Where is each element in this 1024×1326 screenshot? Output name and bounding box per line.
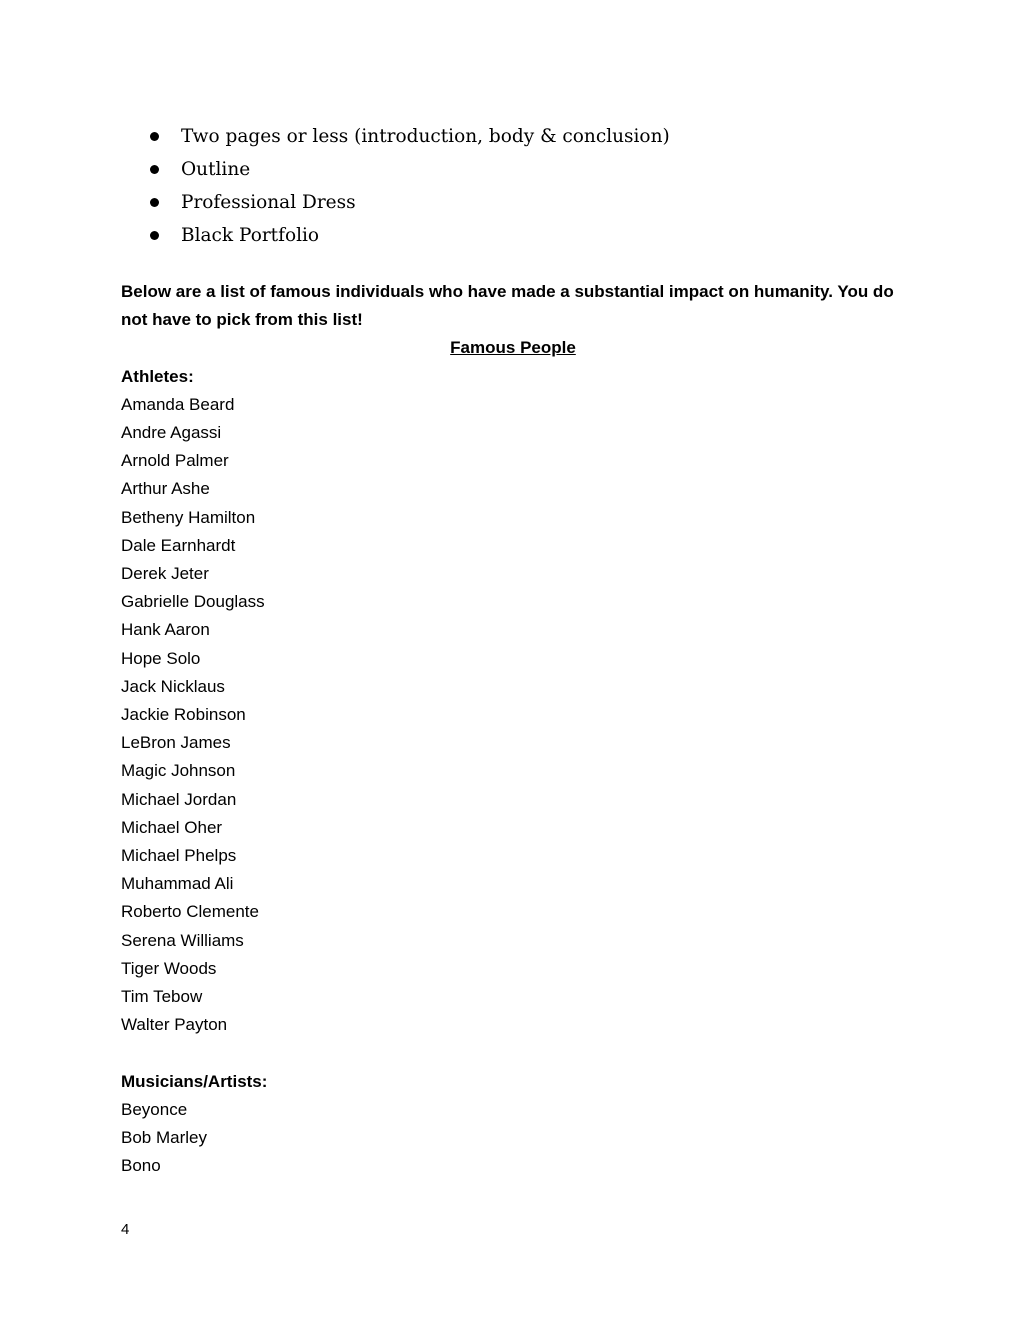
list-heading: Famous People (450, 338, 576, 358)
page-number: 4 (121, 1221, 130, 1238)
requirement-item (150, 153, 670, 186)
bullet-icon (150, 231, 159, 240)
list-item: LeBron James (121, 733, 231, 753)
document-body (121, 278, 921, 1180)
list-item: Michael Jordan (121, 789, 237, 809)
list-item: Jackie Robinson (121, 705, 246, 725)
list-item: Andre Agassi (121, 423, 222, 443)
bullet-icon (150, 132, 159, 141)
list-item: Beyonce (121, 1099, 188, 1119)
requirement-item (150, 186, 670, 219)
bullet-icon (150, 165, 159, 174)
list-item: Arnold Palmer (121, 451, 229, 471)
list-item: Gabrielle Douglass (121, 592, 265, 612)
list-item: Tiger Woods (121, 958, 217, 978)
list-item: Derek Jeter (121, 564, 209, 584)
list-item: Bono (121, 1156, 161, 1176)
list-item: Michael Phelps (121, 846, 237, 866)
requirement-text: Outline (181, 159, 251, 180)
intro-paragraph: Below are a list of famous individuals who have made a substantial impact on humanity. You do not have to pick from this list! (121, 282, 894, 330)
list-item: Walter Payton (121, 1015, 228, 1035)
list-item: Hope Solo (121, 648, 201, 668)
requirement-text: Black Portfolio (181, 225, 320, 246)
requirement-text: Two pages or less (introduction, body & conclusion) (181, 126, 670, 147)
section-spacer (121, 1039, 921, 1067)
list-item: Bob Marley (121, 1128, 207, 1148)
list-item: Roberto Clemente (121, 902, 259, 922)
requirement-item (150, 219, 670, 252)
section-label-athletes: Athletes: (121, 366, 194, 386)
athletes-list (121, 391, 921, 1040)
requirement-text: Professional Dress (181, 192, 356, 213)
list-item: Tim Tebow (121, 987, 203, 1007)
list-item: Dale Earnhardt (121, 535, 236, 555)
list-item: Serena Williams (121, 930, 244, 950)
list-item: Betheny Hamilton (121, 507, 256, 527)
list-item: Jack Nicklaus (121, 676, 225, 696)
list-item: Arthur Ashe (121, 479, 210, 499)
requirements-list (150, 120, 670, 252)
list-item: Muhammad Ali (121, 874, 234, 894)
bullet-icon (150, 198, 159, 207)
list-item: Amanda Beard (121, 394, 235, 414)
list-item: Magic Johnson (121, 761, 236, 781)
requirement-item (150, 120, 670, 153)
section-label-musicians: Musicians/Artists: (121, 1071, 268, 1091)
list-item: Hank Aaron (121, 620, 210, 640)
musicians-list (121, 1096, 921, 1181)
list-item: Michael Oher (121, 817, 223, 837)
